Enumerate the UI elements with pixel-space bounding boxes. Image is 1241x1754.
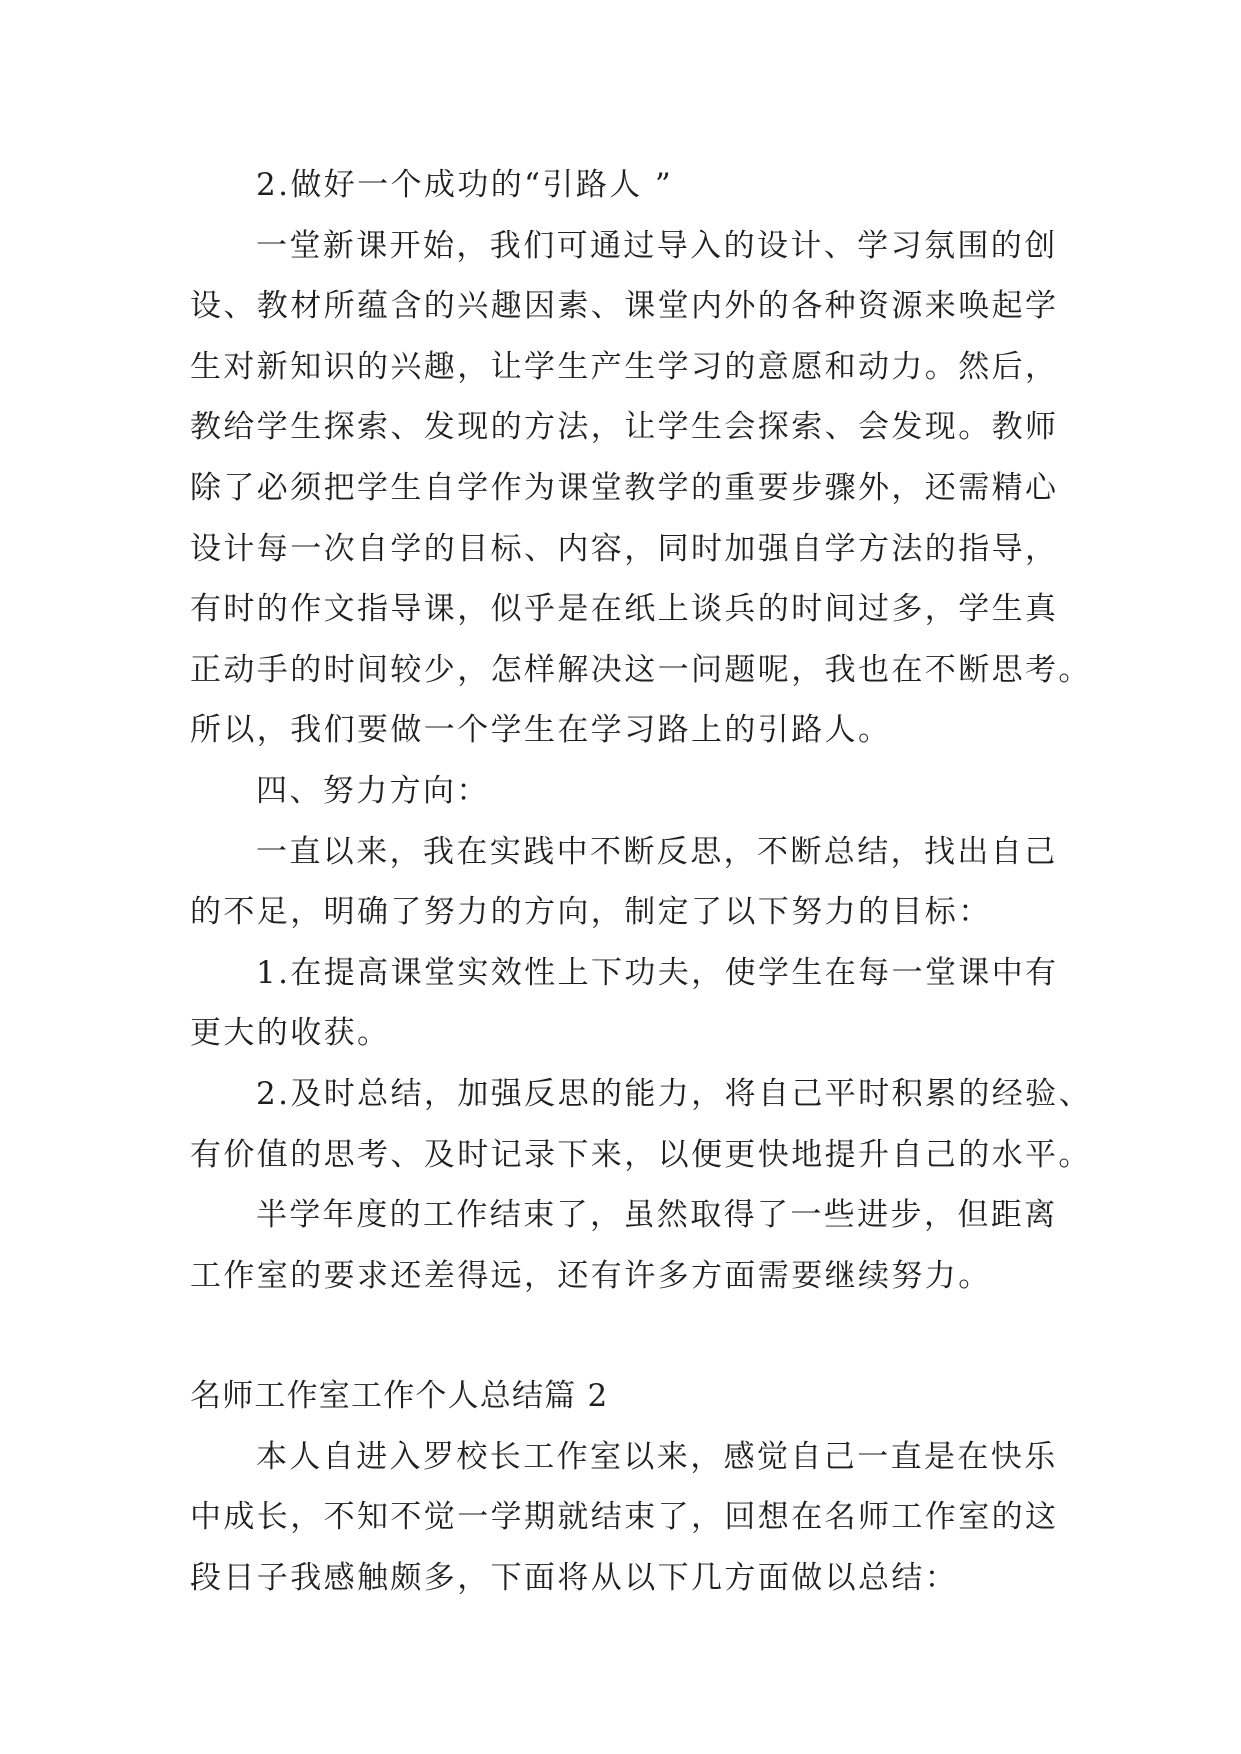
text-line: 一直以来，我在实践中不断反思，不断总结，找出自己	[256, 833, 1058, 870]
document-body	[190, 155, 1092, 1609]
text-line: 段日子我感触颇多，下面将从以下几方面做以总结：	[190, 1560, 959, 1597]
text-line: 教给学生探索、发现的方法，让学生会探索、会发现。教师	[190, 409, 1059, 446]
text-line: 中成长，不知不觉一学期就结束了，回想在名师工作室的这	[190, 1499, 1059, 1536]
text-line: 本人自进入罗校长工作室以来，感觉自己一直是在快乐	[256, 1438, 1058, 1475]
text-line: 设计每一次自学的目标、内容，同时加强自学方法的指导，	[190, 530, 1059, 567]
list-item-line: 2.及时总结，加强反思的能力，将自己平时积累的经验、	[256, 1075, 1092, 1112]
text-line: 半学年度的工作结束了，虽然取得了一些进步，但距离	[256, 1197, 1058, 1234]
text-line: 2.做好一个成功的“引路人 ”	[256, 167, 674, 203]
text-line: 的不足，明确了努力的方向，制定了以下努力的目标：	[190, 894, 992, 931]
text-line: 所以，我们要做一个学生在学习路上的引路人。	[190, 712, 892, 749]
text-line: 更大的收获。	[190, 1015, 391, 1052]
text-line: 除了必须把学生自学作为课堂教学的重要步骤外，还需精心	[190, 469, 1059, 506]
text-line: 生对新知识的兴趣，让学生产生学习的意愿和动力。然后，	[190, 348, 1059, 385]
text-line: 有时的作文指导课，似乎是在纸上谈兵的时间过多，学生真	[190, 591, 1059, 628]
text-line: 正动手的时间较少，怎样解决这一问题呢，我也在不断思考。	[190, 651, 1092, 688]
text-line: 工作室的要求还差得远，还有许多方面需要继续努力。	[190, 1257, 992, 1294]
text-line: 有价值的思考、及时记录下来，以便更快地提升自己的水平。	[190, 1136, 1092, 1173]
list-item-line: 1.在提高课堂实效性上下功夫，使学生在每一堂课中有	[256, 954, 1059, 991]
section-title: 名师工作室工作个人总结篇 2	[190, 1378, 609, 1415]
section-heading-line: 四、努力方向：	[256, 772, 490, 809]
text-line: 设、教材所蕴含的兴趣因素、课堂内外的各种资源来唤起学	[190, 288, 1059, 325]
text-line: 一堂新课开始，我们可通过导入的设计、学习氛围的创	[256, 227, 1058, 264]
